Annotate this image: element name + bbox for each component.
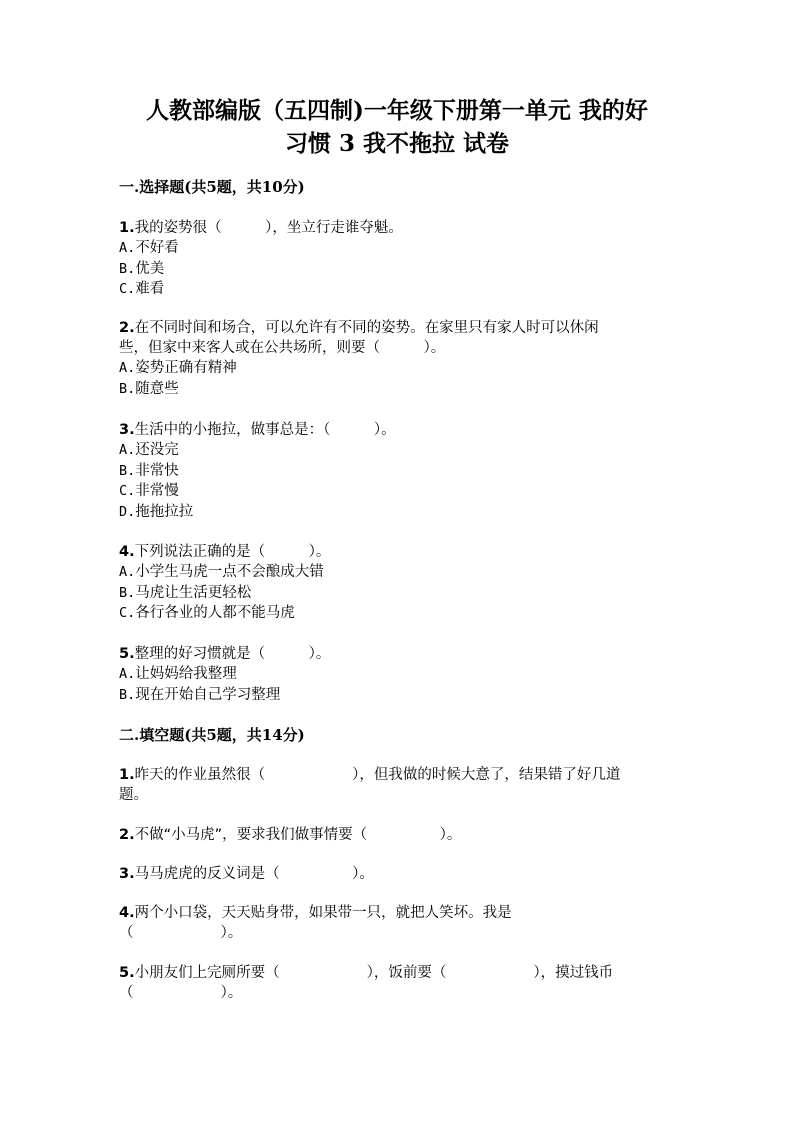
question-line: 题。 bbox=[119, 787, 148, 803]
question-text: 小朋友们上完厕所要（ ），饭前要（ ），摸过钱币 bbox=[134, 965, 614, 981]
question bbox=[119, 420, 679, 522]
question-line bbox=[119, 765, 679, 785]
option-text: 不好看 bbox=[135, 240, 179, 256]
option bbox=[119, 685, 679, 706]
question-line bbox=[119, 218, 679, 238]
option bbox=[119, 238, 679, 259]
option-letter: C. bbox=[119, 281, 136, 297]
question bbox=[119, 318, 679, 399]
option bbox=[119, 279, 679, 300]
question-line: （ ）。 bbox=[119, 985, 243, 1001]
option bbox=[119, 664, 679, 685]
section-heading-fill-in-blank: 二.填空题(共5题，共14分) bbox=[119, 726, 305, 744]
question-number: 4. bbox=[119, 905, 135, 921]
page-title-line-1: 人教部编版（五四制)一年级下册第一单元 我的好 bbox=[146, 97, 648, 124]
page-title-line-2: 习惯 3 我不拖拉 试卷 bbox=[284, 130, 510, 157]
question-number: 3. bbox=[119, 422, 135, 438]
question-line bbox=[119, 864, 679, 884]
option-text: 让妈妈给我整理 bbox=[135, 666, 237, 682]
question bbox=[119, 903, 679, 943]
option-letter: B. bbox=[119, 380, 136, 397]
option-letter: A. bbox=[119, 240, 136, 256]
question-number: 5. bbox=[119, 646, 135, 662]
question-number: 2. bbox=[119, 827, 135, 843]
option bbox=[119, 583, 679, 604]
question-line bbox=[119, 903, 679, 923]
option-text: 马虎让生活更轻松 bbox=[135, 584, 252, 601]
question-number: 1. bbox=[119, 767, 135, 783]
option-letter: B. bbox=[119, 260, 136, 277]
option-text: 优美 bbox=[135, 260, 165, 277]
question-text: 生活中的小拖拉，做事总是：（ ）。 bbox=[134, 422, 396, 438]
question-text: 两个小口袋，天天贴身带，如果带一只，就把人笑坏。我是 bbox=[134, 905, 512, 921]
question-number: 4. bbox=[119, 544, 135, 560]
question-number: 3. bbox=[119, 866, 135, 882]
question-line bbox=[119, 420, 679, 440]
option-letter: C. bbox=[119, 483, 136, 499]
option-letter: C. bbox=[119, 605, 136, 621]
question bbox=[119, 963, 679, 1003]
section-heading-multiple-choice: 一.选择题(共5题，共10分) bbox=[119, 178, 305, 196]
question bbox=[119, 765, 679, 805]
option-text: 难看 bbox=[135, 281, 165, 297]
question-text: 在不同时间和场合，可以允许有不同的姿势。在家里只有家人时可以休闲 bbox=[134, 320, 599, 336]
option-letter: D. bbox=[119, 503, 136, 520]
option bbox=[119, 358, 679, 379]
option-text: 小学生马虎一点不会酿成大错 bbox=[135, 564, 324, 580]
option-text: 姿势正确有精神 bbox=[135, 360, 237, 376]
option bbox=[119, 481, 679, 502]
question-line bbox=[119, 542, 679, 562]
question-number: 2. bbox=[119, 320, 135, 336]
option-letter: B. bbox=[119, 462, 136, 479]
question-number: 5. bbox=[119, 965, 135, 981]
option bbox=[119, 461, 679, 482]
option-text: 非常慢 bbox=[135, 483, 179, 499]
option-letter: A. bbox=[119, 442, 136, 458]
option-text: 各行各业的人都不能马虎 bbox=[135, 605, 295, 621]
option-letter: A. bbox=[119, 666, 136, 682]
question bbox=[119, 542, 679, 624]
question-number: 1. bbox=[119, 220, 135, 236]
question-text: 整理的好习惯就是（ ）。 bbox=[134, 646, 331, 662]
option bbox=[119, 259, 679, 280]
question-text: 我的姿势很（ ），坐立行走谁夺魁。 bbox=[134, 220, 403, 236]
option-text: 随意些 bbox=[135, 380, 179, 397]
question bbox=[119, 218, 679, 300]
question-line: 些，但家中来客人或在公共场所，则要（ ）。 bbox=[119, 340, 446, 356]
option-letter: B. bbox=[119, 584, 136, 601]
question bbox=[119, 864, 679, 884]
option bbox=[119, 440, 679, 461]
option-text: 非常快 bbox=[135, 462, 179, 479]
question-text: 不做“小马虎”，要求我们做事情要（ ）。 bbox=[134, 827, 462, 843]
option bbox=[119, 379, 679, 400]
question-line bbox=[119, 644, 679, 664]
option-text: 拖拖拉拉 bbox=[135, 503, 194, 520]
option bbox=[119, 562, 679, 583]
question-line bbox=[119, 318, 679, 338]
question-line bbox=[119, 825, 679, 845]
question-text: 下列说法正确的是（ ）。 bbox=[134, 544, 331, 560]
option-letter: A. bbox=[119, 564, 136, 580]
question-line: （ ）。 bbox=[119, 925, 243, 941]
question bbox=[119, 644, 679, 705]
option bbox=[119, 502, 679, 523]
question-text: 马马虎虎的反义词是（ ）。 bbox=[134, 866, 374, 882]
option bbox=[119, 603, 679, 624]
option-letter: B. bbox=[119, 686, 136, 703]
option-text: 现在开始自己学习整理 bbox=[135, 686, 281, 703]
option-letter: A. bbox=[119, 360, 136, 376]
question-text: 昨天的作业虽然很（ ），但我做的时候大意了，结果错了好几道 bbox=[134, 767, 621, 783]
question-line bbox=[119, 963, 679, 983]
question bbox=[119, 825, 679, 845]
option-text: 还没完 bbox=[135, 442, 179, 458]
